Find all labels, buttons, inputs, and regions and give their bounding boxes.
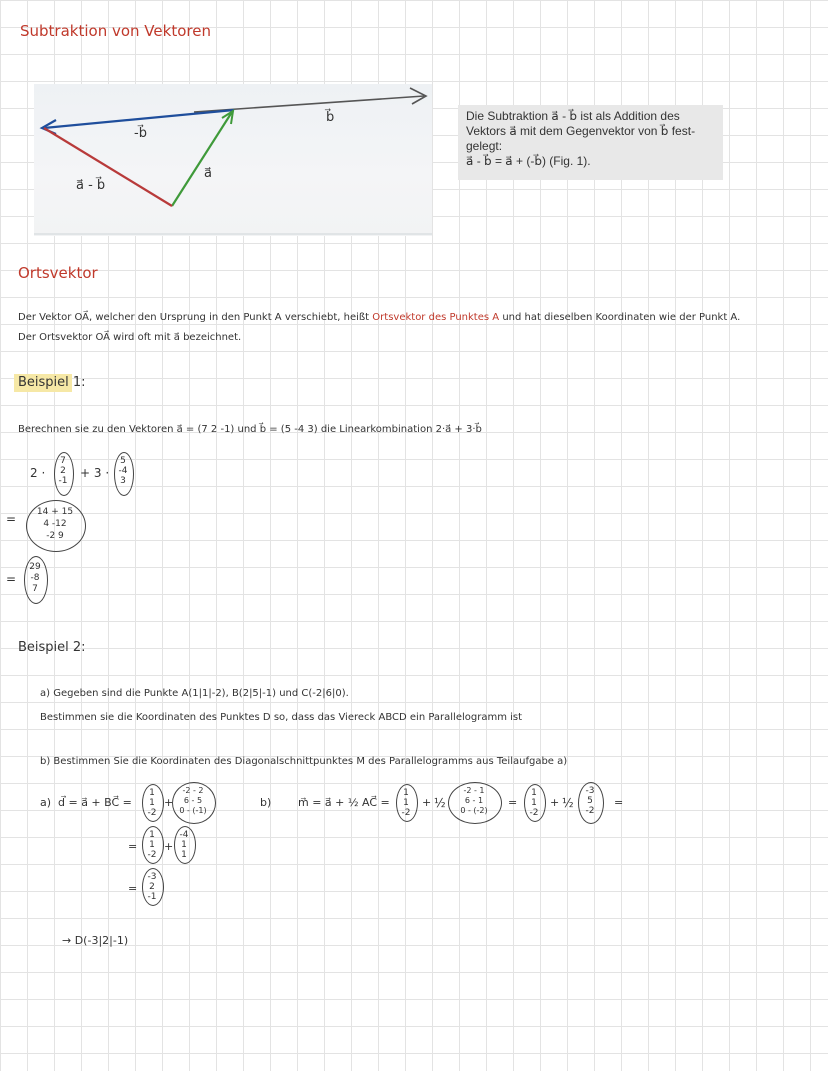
sum-column: 14 + 15 4 -12 -2 9: [36, 507, 74, 541]
vector-column: 1 1 -2: [147, 830, 157, 860]
label-neg-b: -b⃗: [134, 126, 147, 141]
result-column: 29 -8 7: [29, 562, 41, 594]
vector-column: -4 1 1: [179, 830, 189, 860]
vector-column: -3 5 -2: [585, 786, 595, 816]
plus-sign: +: [550, 796, 560, 809]
beispiel2-task-b: b) Bestimmen Sie die Koordinaten des Diagonalschnittpunktes M des Parallelogramms aus Teilaufgabe a): [40, 756, 568, 767]
solution-b-equation: m⃗ = a⃗ + ½ AC⃗ =: [298, 796, 390, 809]
definition-line: Vektors a⃗ mit dem Gegenvektor von b⃗ fest-: [466, 124, 696, 138]
equals-sign: =: [6, 512, 17, 526]
beispiel1-heading: Beispiel 1:: [18, 375, 86, 390]
plus-sign: +: [422, 796, 432, 809]
solution-b-label: b): [260, 796, 272, 809]
beispiel2-heading: Beispiel 2:: [18, 640, 86, 655]
vector-column: 1 1 -2: [401, 788, 411, 818]
beispiel2-task-a-line1: a) Gegeben sind die Punkte A(1|1|-2), B(2|5|-1) und C(-2|6|0).: [40, 688, 349, 699]
factor-2: 2 ·: [30, 466, 46, 480]
plus-sign: +: [164, 840, 174, 853]
label-diff: a⃗ - b⃗: [76, 178, 106, 193]
definition-line: gelegt:: [466, 139, 503, 153]
label-b: b⃗: [326, 110, 335, 125]
vector-column: -2 - 2 6 - 5 0 - (-1): [179, 786, 207, 815]
solution-a-label: a): [40, 796, 52, 809]
half-factor: ½: [562, 796, 574, 810]
factor-3: + 3 ·: [80, 466, 110, 480]
vector-column: -2 - 1 6 - 1 0 - (-2): [460, 786, 488, 815]
page-title: Subtraktion von Vektoren: [20, 22, 211, 40]
half-factor: ½: [434, 796, 446, 810]
vector-b-column: 5 -4 3: [118, 456, 128, 486]
ortsvektor-line2: Der Ortsvektor OA⃗ wird oft mit a⃗ bezeichnet.: [18, 332, 242, 343]
solution-a-equation: d⃗ = a⃗ + BC⃗ =: [58, 796, 132, 809]
point-d-result: → D(-3|2|-1): [62, 934, 129, 947]
equals-sign: =: [128, 882, 138, 895]
vector-diff-line: [44, 128, 172, 206]
vector-a-line: [172, 112, 232, 206]
definition-box: [458, 105, 723, 180]
equals-sign: =: [6, 572, 17, 586]
definition-line: Die Subtraktion a⃗ - b⃗ ist als Addition des: [466, 109, 680, 123]
definition-line: a⃗ - b⃗ = a⃗ + (-b⃗) (Fig. 1).: [466, 154, 591, 168]
vector-a-column: 7 2 -1: [58, 456, 68, 486]
beispiel2-task-a-line2: Bestimmen sie die Koordinaten des Punktes D so, dass das Viereck ABCD ein Parallelogramm ist: [40, 712, 523, 723]
ortsvektor-line1: Der Vektor OA⃗, welcher den Ursprung in den Punkt A verschiebt, heißt Ortsvektor des Punktes A und hat dieselben Koordinaten wie der Punkt A.: [18, 312, 741, 323]
plus-sign: +: [164, 796, 174, 809]
vector-figure: [34, 84, 432, 236]
vector-column: 1 1 -2: [529, 788, 539, 818]
result-column: -3 2 -1: [147, 872, 157, 902]
equals-sign: =: [128, 840, 138, 853]
equals-sign: =: [614, 796, 624, 809]
section-heading-ortsvektor: Ortsvektor: [18, 264, 98, 282]
vector-column: 1 1 -2: [147, 788, 157, 818]
label-a: a⃗: [204, 166, 212, 181]
beispiel1-task: Berechnen sie zu den Vektoren a⃗ = (7 2 -1) und b⃗ = (5 -4 3) die Linearkombination 2·a⃗ + 3·b⃗: [18, 424, 482, 435]
vector-diagram: [34, 84, 432, 236]
equals-sign: =: [508, 796, 518, 809]
